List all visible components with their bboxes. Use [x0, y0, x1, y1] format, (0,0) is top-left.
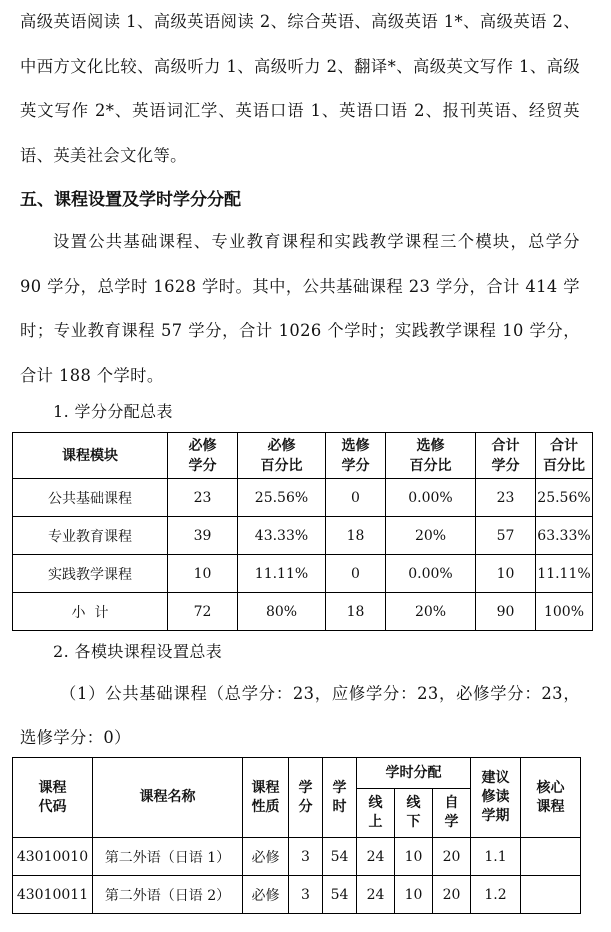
table2-header-hours: 学 时: [323, 758, 357, 838]
table1-cell: 63.33%: [536, 517, 593, 555]
table1-cell: 72: [168, 593, 238, 631]
table2-header-row: [13, 758, 581, 789]
table1-cell: 10: [476, 555, 536, 593]
table2-cell: 第二外语（日语 1）: [93, 838, 243, 876]
table-row: [13, 555, 593, 593]
table2-cell: 20: [433, 838, 471, 876]
table1-header: 课程模块: [13, 433, 168, 479]
table-row: [13, 517, 593, 555]
table1-cell: 80%: [238, 593, 326, 631]
table1-cell: 小 计: [13, 593, 168, 631]
table-row: [13, 838, 581, 876]
table1-cell: 0: [326, 555, 386, 593]
table2-header-nature: 课程 性质: [243, 758, 289, 838]
table1-cell: 57: [476, 517, 536, 555]
table2-cell: 3: [289, 838, 323, 876]
table1-caption: 1. 学分分配总表: [53, 402, 173, 421]
table2-cell: 24: [357, 876, 395, 914]
table2-subcaption: （1）公共基础课程（总学分：23，应修学分：23，必修学分：23，选修学分：0）: [20, 684, 580, 747]
table2-caption: 2. 各模块课程设置总表: [53, 642, 223, 661]
table1-cell: 10: [168, 555, 238, 593]
table-row: [13, 876, 581, 914]
table1-cell: 实践教学课程: [13, 555, 168, 593]
table2-header-core: 核心 课程: [521, 758, 581, 838]
table2-cell: 10: [395, 838, 433, 876]
table1-cell: 25.56%: [536, 479, 593, 517]
table2-header-name: 课程名称: [93, 758, 243, 838]
table1-header: 合计 百分比: [536, 433, 593, 479]
table1-header: 选修 学分: [326, 433, 386, 479]
table2-cell: 24: [357, 838, 395, 876]
table2-header-offline: 线 下: [395, 789, 433, 838]
table2-cell: 必修: [243, 838, 289, 876]
table2-cell: 43010011: [13, 876, 93, 914]
table1-cell: 0: [326, 479, 386, 517]
table1-cell: 20%: [386, 593, 476, 631]
table2-cell: [521, 838, 581, 876]
table1-header: 合计 学分: [476, 433, 536, 479]
table1-cell: 0.00%: [386, 479, 476, 517]
table2-header-term: 建议 修读 学期: [471, 758, 521, 838]
table2-cell: 43010010: [13, 838, 93, 876]
table2-cell: 20: [433, 876, 471, 914]
table2-cell: 1.1: [471, 838, 521, 876]
table1-cell: 11.11%: [238, 555, 326, 593]
table1-cell: 23: [476, 479, 536, 517]
table2-cell: 10: [395, 876, 433, 914]
credit-distribution-table: [12, 432, 593, 631]
table1-cell: 90: [476, 593, 536, 631]
table1-cell: 100%: [536, 593, 593, 631]
section-heading: 五、课程设置及学时学分分配: [20, 190, 241, 210]
table1-cell: 0.00%: [386, 555, 476, 593]
table2-header-credit: 学 分: [289, 758, 323, 838]
summary-paragraph: 设置公共基础课程、专业教育课程和实践教学课程三个模块，总学分 90 学分，总学时 1628 学时。其中，公共基础课程 23 学分，合计 414 学时；专业教育课程 57 学分，合计 1026 个学时；实践教学课程 10 学分，合计 188 个学时。: [20, 232, 580, 385]
table2-cell: 1.2: [471, 876, 521, 914]
intro-paragraph: 高级英语阅读 1、高级英语阅读 2、综合英语、高级英语 1*、高级英语 2、中西方文化比较、高级听力 1、高级听力 2、翻译*、高级英文写作 1、高级英文写作 2*、英语词汇学、英语口语 1、英语口语 2、报刊英语、经贸英语、英美社会文化等。: [20, 12, 580, 165]
table2-header-self: 自 学: [433, 789, 471, 838]
table1-cell: 23: [168, 479, 238, 517]
table2-cell: 54: [323, 838, 357, 876]
table2-header-code: 课程 代码: [13, 758, 93, 838]
table2-cell: 54: [323, 876, 357, 914]
table1-header: 必修 百分比: [238, 433, 326, 479]
table1-header: 必修 学分: [168, 433, 238, 479]
table2-cell: 第二外语（日语 2）: [93, 876, 243, 914]
table-row: [13, 479, 593, 517]
table2-header-hours-split: 学时分配: [357, 758, 471, 789]
table1-cell: 25.56%: [238, 479, 326, 517]
table1-header-row: [13, 433, 593, 479]
table1-cell: 公共基础课程: [13, 479, 168, 517]
table2-cell: 必修: [243, 876, 289, 914]
table1-cell: 20%: [386, 517, 476, 555]
table1-cell: 43.33%: [238, 517, 326, 555]
public-courses-table: [12, 757, 581, 914]
table1-cell: 11.11%: [536, 555, 593, 593]
table-row: [13, 593, 593, 631]
table1-cell: 18: [326, 517, 386, 555]
table2-cell: 3: [289, 876, 323, 914]
table2-cell: [521, 876, 581, 914]
table2-header-online: 线 上: [357, 789, 395, 838]
table1-cell: 39: [168, 517, 238, 555]
table1-cell: 18: [326, 593, 386, 631]
table1-cell: 专业教育课程: [13, 517, 168, 555]
table1-header: 选修 百分比: [386, 433, 476, 479]
